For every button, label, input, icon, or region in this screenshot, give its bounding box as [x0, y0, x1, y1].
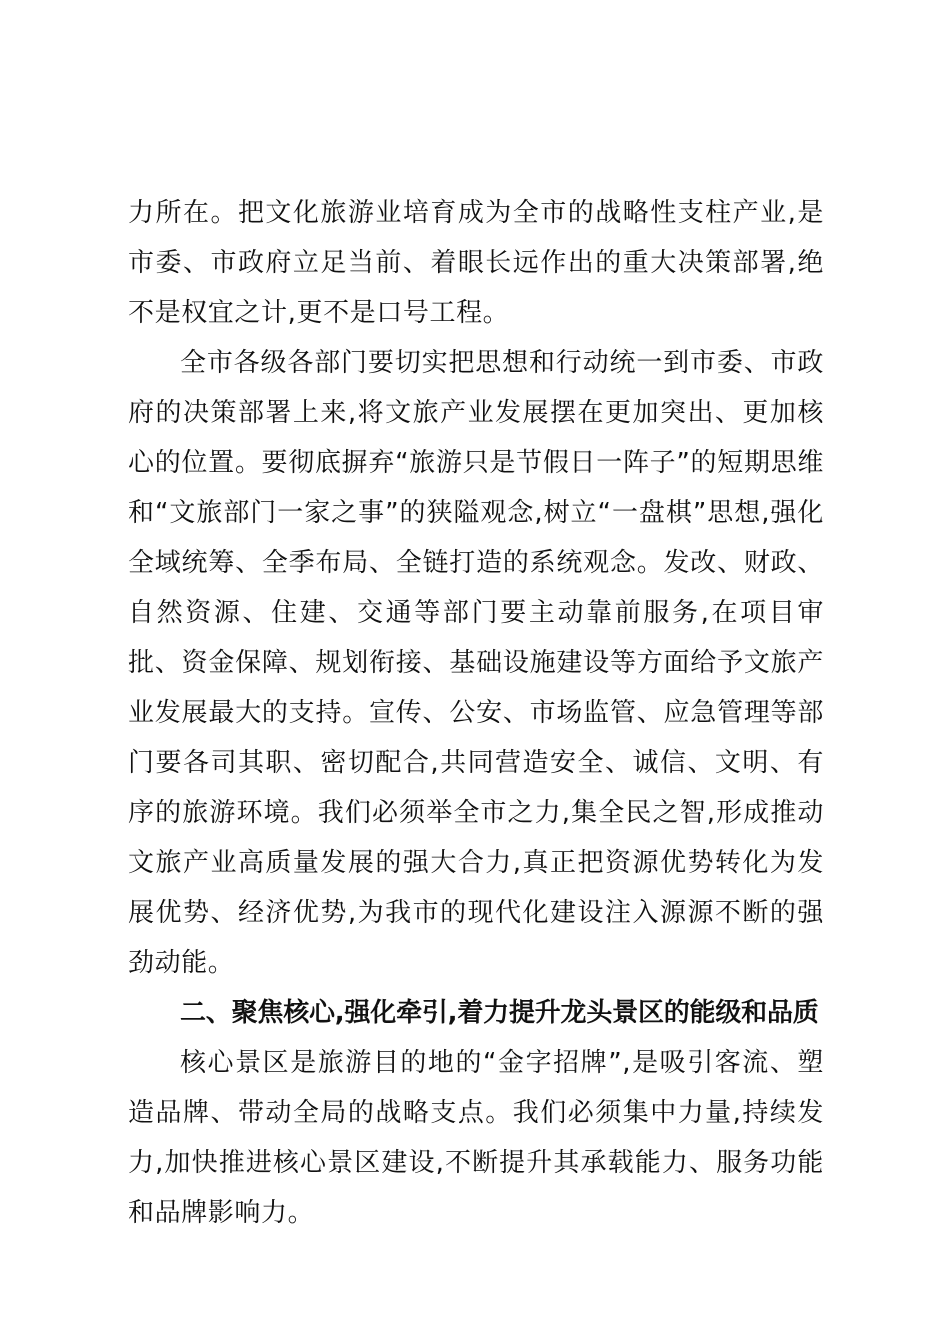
paragraph-core-scenic-areas: 核心景区是旅游目的地的“金字招牌”,是吸引客流、塑造品牌、带动全局的战略支点。我们必须集中力量,持续发力,加快推进核心景区建设,不断提升其承载能力、服务功能和品牌影响力。 — [128, 1048, 824, 1228]
paragraph-continued: 力所在。把文化旅游业培育成为全市的战略性支柱产业,是市委、市政府立足当前、着眼长远作出的重大决策部署,绝不是权宜之计,更不是口号工程。 — [128, 198, 824, 328]
section-heading: 二、聚焦核心,强化牵引,着力提升龙头景区的能级和品质 — [180, 998, 819, 1028]
document-page — [128, 188, 824, 1238]
paragraph-coordination: 全市各级各部门要切实把思想和行动统一到市委、市政府的决策部署上来,将文旅产业发展摆在更加突出、更加核心的位置。要彻底摒弃“旅游只是节假日一阵子”的短期思维和“文旅部门一家之事”的狭隘观念,树立“一盘棋”思想,强化全域统筹、全季布局、全链打造的系统观念。发改、财政、自然资源、住建、交通等部门要主动靠前服务,在项目审批、资金保障、规划衔接、基础设施建设等方面给予文旅产业发展最大的支持。宣传、公安、市场监管、应急管理等部门要各司其职、密切配合,共同营造安全、诚信、文明、有序的旅游环境。我们必须举全市之力,集全民之智,形成推动文旅产业高质量发展的强大合力,真正把资源优势转化为发展优势、经济优势,为我市的现代化建设注入源源不断的强劲动能。 — [128, 348, 824, 978]
